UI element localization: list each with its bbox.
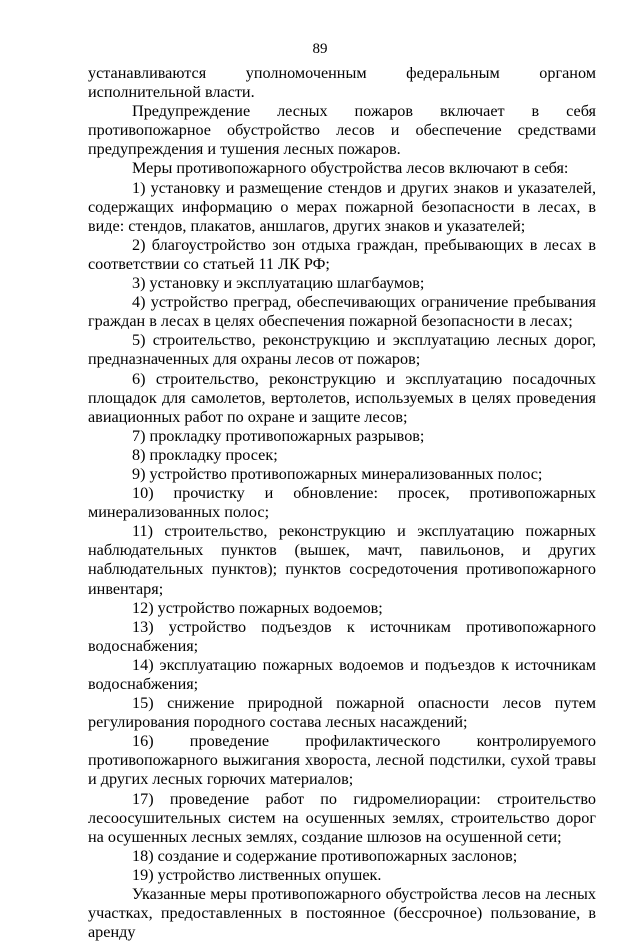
list-item-6: 6) строительство, реконструкцию и эксплуатацию посадочных площадок для самолетов, вертолетов, используемых в целях проведения авиационных работ по охране и защите лесов; xyxy=(88,369,596,426)
list-item-8: 8) прокладку просек; xyxy=(132,445,278,464)
list-item-1: 1) установку и размещение стендов и других знаков и указателей, содержащих информацию о мерах пожарной безопасности в лесах, в виде: стендов, плакатов, аншлагов, других знаков и указателей; xyxy=(88,178,596,235)
page-number: 89 xyxy=(312,41,328,57)
list-item-11: 11) строительство, реконструкцию и эксплуатацию пожарных наблюдательных пунктов (вышек, мачт, павильонов, и других наблюдательных пунктов); пунктов сосредоточения противопожарного инвентаря; xyxy=(88,522,596,598)
body-text xyxy=(88,64,596,942)
paragraph-measures-summary: Указанные меры противопожарного обустройства лесов на лесных участках, предоставленных в постоянное (бессрочное) пользование, в аренду xyxy=(88,885,596,942)
list-item-4: 4) устройство преград, обеспечивающих ограничение пребывания граждан в лесах в целях обеспечения пожарной безопасности в лесах; xyxy=(88,293,596,331)
list-item-3: 3) установку и эксплуатацию шлагбаумов; xyxy=(132,274,425,293)
list-item-15: 15) снижение природной пожарной опасности лесов путем регулирования породного состава лесных насаждений; xyxy=(88,694,596,732)
list-item-5: 5) строительство, реконструкцию и эксплуатацию лесных дорог, предназначенных для охраны лесов от пожаров; xyxy=(88,331,596,369)
list-item-10: 10) прочистку и обновление: просек, противопожарных минерализованных полос; xyxy=(88,484,596,522)
list-item-13: 13) устройство подъездов к источникам противопожарного водоснабжения; xyxy=(88,617,596,655)
list-item-2: 2) благоустройство зон отдыха граждан, пребывающих в лесах в соответствии со статьей 11 ЛК РФ; xyxy=(88,235,596,273)
paragraph-measures-intro: Меры противопожарного обустройства лесов включают в себя: xyxy=(132,159,569,178)
list-item-17: 17) проведение работ по гидромелиорации: строительство лесоосушительных систем на осушенных землях, строительство дорог на осушенных лесных землях, создание шлюзов на осушенной сети; xyxy=(88,789,596,846)
list-item-12: 12) устройство пожарных водоемов; xyxy=(132,598,383,617)
list-item-18: 18) создание и содержание противопожарных заслонов; xyxy=(132,846,518,865)
list-item-9: 9) устройство противопожарных минерализованных полос; xyxy=(132,464,543,483)
list-item-7: 7) прокладку противопожарных разрывов; xyxy=(132,426,425,445)
list-item-14: 14) эксплуатацию пожарных водоемов и подъездов к источникам водоснабжения; xyxy=(88,655,596,693)
list-item-19: 19) устройство лиственных опушек. xyxy=(132,865,382,884)
list-item-16: 16) проведение профилактического контролируемого противопожарного выжигания хвороста, лесной подстилки, сухой травы и других лесных горючих материалов; xyxy=(88,732,596,789)
paragraph-continuation: устанавливаются уполномоченным федеральным органом исполнительной власти. xyxy=(88,64,596,102)
paragraph-fire-prevention: Предупреждение лесных пожаров включает в себя противопожарное обустройство лесов и обеспечение средствами предупреждения и тушения лесных пожаров. xyxy=(88,102,596,159)
